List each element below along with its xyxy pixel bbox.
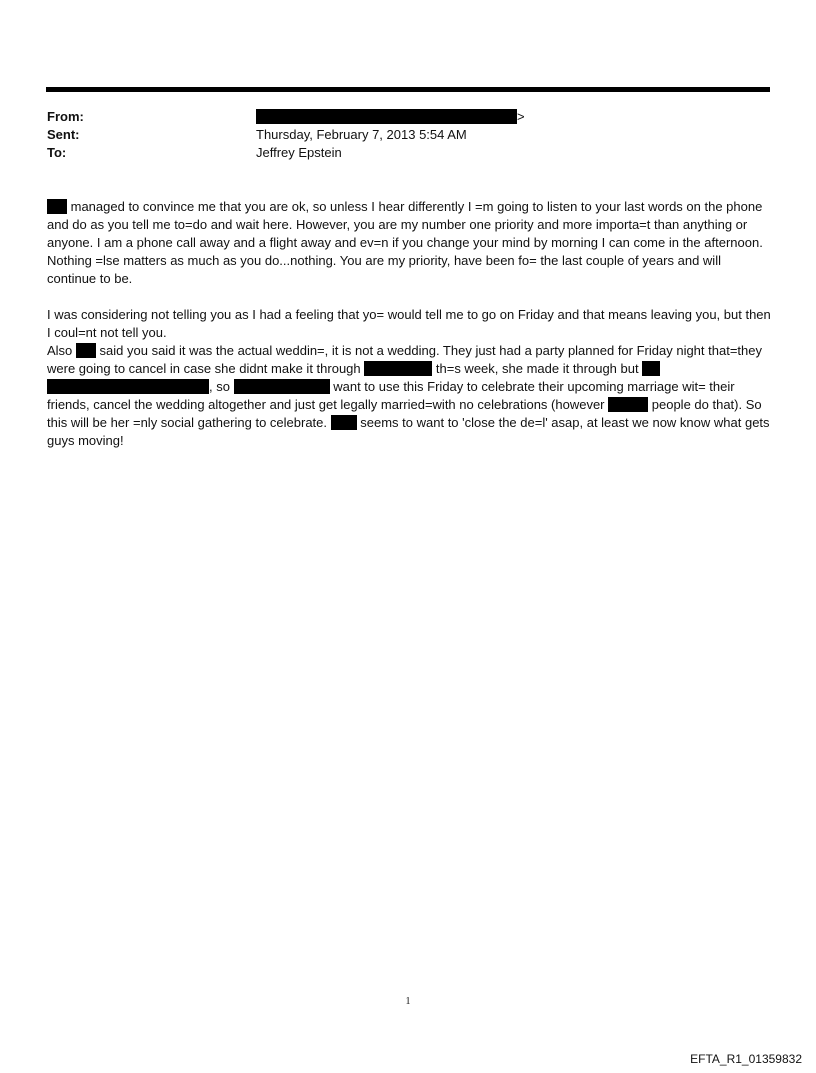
redaction-box [256,109,517,124]
to-value: Jeffrey Epstein [256,145,342,160]
sent-value: Thursday, February 7, 2013 5:54 AM [256,127,467,142]
header-rule [46,87,770,92]
body-p3-e: want to use this Friday to celebrate their upcoming marriage wit= their friends, cancel the wedding altogether and just get legally married=with no celebrations (however [47,379,735,412]
body-p3-d: , so [209,379,230,394]
from-value [256,108,525,126]
body-p3-b: said you said it was the actual weddin=, it is not a wedding. They just had a party planned for Friday night that=they were going to cancel in case she didnt make it through [47,343,762,376]
page-number: 1 [405,996,411,1007]
from-value-suffix: > [517,109,525,124]
redaction-box [608,397,648,412]
body-paragraph-3 [47,342,771,450]
from-row [47,108,767,126]
body-p1-text: managed to convince me that you are ok, so unless I hear differently I =m going to listen to your last words on the phone and do as you tell me to=do and wait here. However, you are my number one priority and more importa=t than anything or anyone. I am a phone call away and a flight away and ev=n if you change your mind by morning I can come in the afternoon. Nothing =lse matters as much as you do...nothing. You are my priority, have been fo= the last couple of years and will continue to be. [47,199,763,286]
redaction-box [47,379,209,394]
document-id: EFTA_R1_01359832 [690,1052,802,1066]
body-p3-g: seems to want to 'close the de=l' asap, at least we now know what gets guys moving! [47,415,770,448]
redaction-box [234,379,330,394]
email-body [47,198,771,468]
body-paragraph-1 [47,198,771,288]
body-paragraph-2: I was considering not telling you as I had a feeling that yo= would tell me to go on Friday and that means leaving you, but then I coul=nt not tell you. [47,307,771,340]
redaction-box [47,199,67,214]
body-p3-f: people do that). So this will be her =nly social gathering to celebrate. [47,397,762,430]
redaction-box [364,361,432,376]
sent-row [47,126,767,144]
to-label: To: [47,145,67,160]
from-label: From: [47,109,84,124]
redaction-box [76,343,96,358]
sent-label: Sent: [47,127,80,142]
body-p3-c: th=s week, she made it through but [435,361,639,376]
redaction-box [331,415,357,430]
email-header [47,108,767,162]
redaction-box [642,361,660,376]
to-row [47,144,767,162]
body-p3-a: Also [47,343,73,358]
